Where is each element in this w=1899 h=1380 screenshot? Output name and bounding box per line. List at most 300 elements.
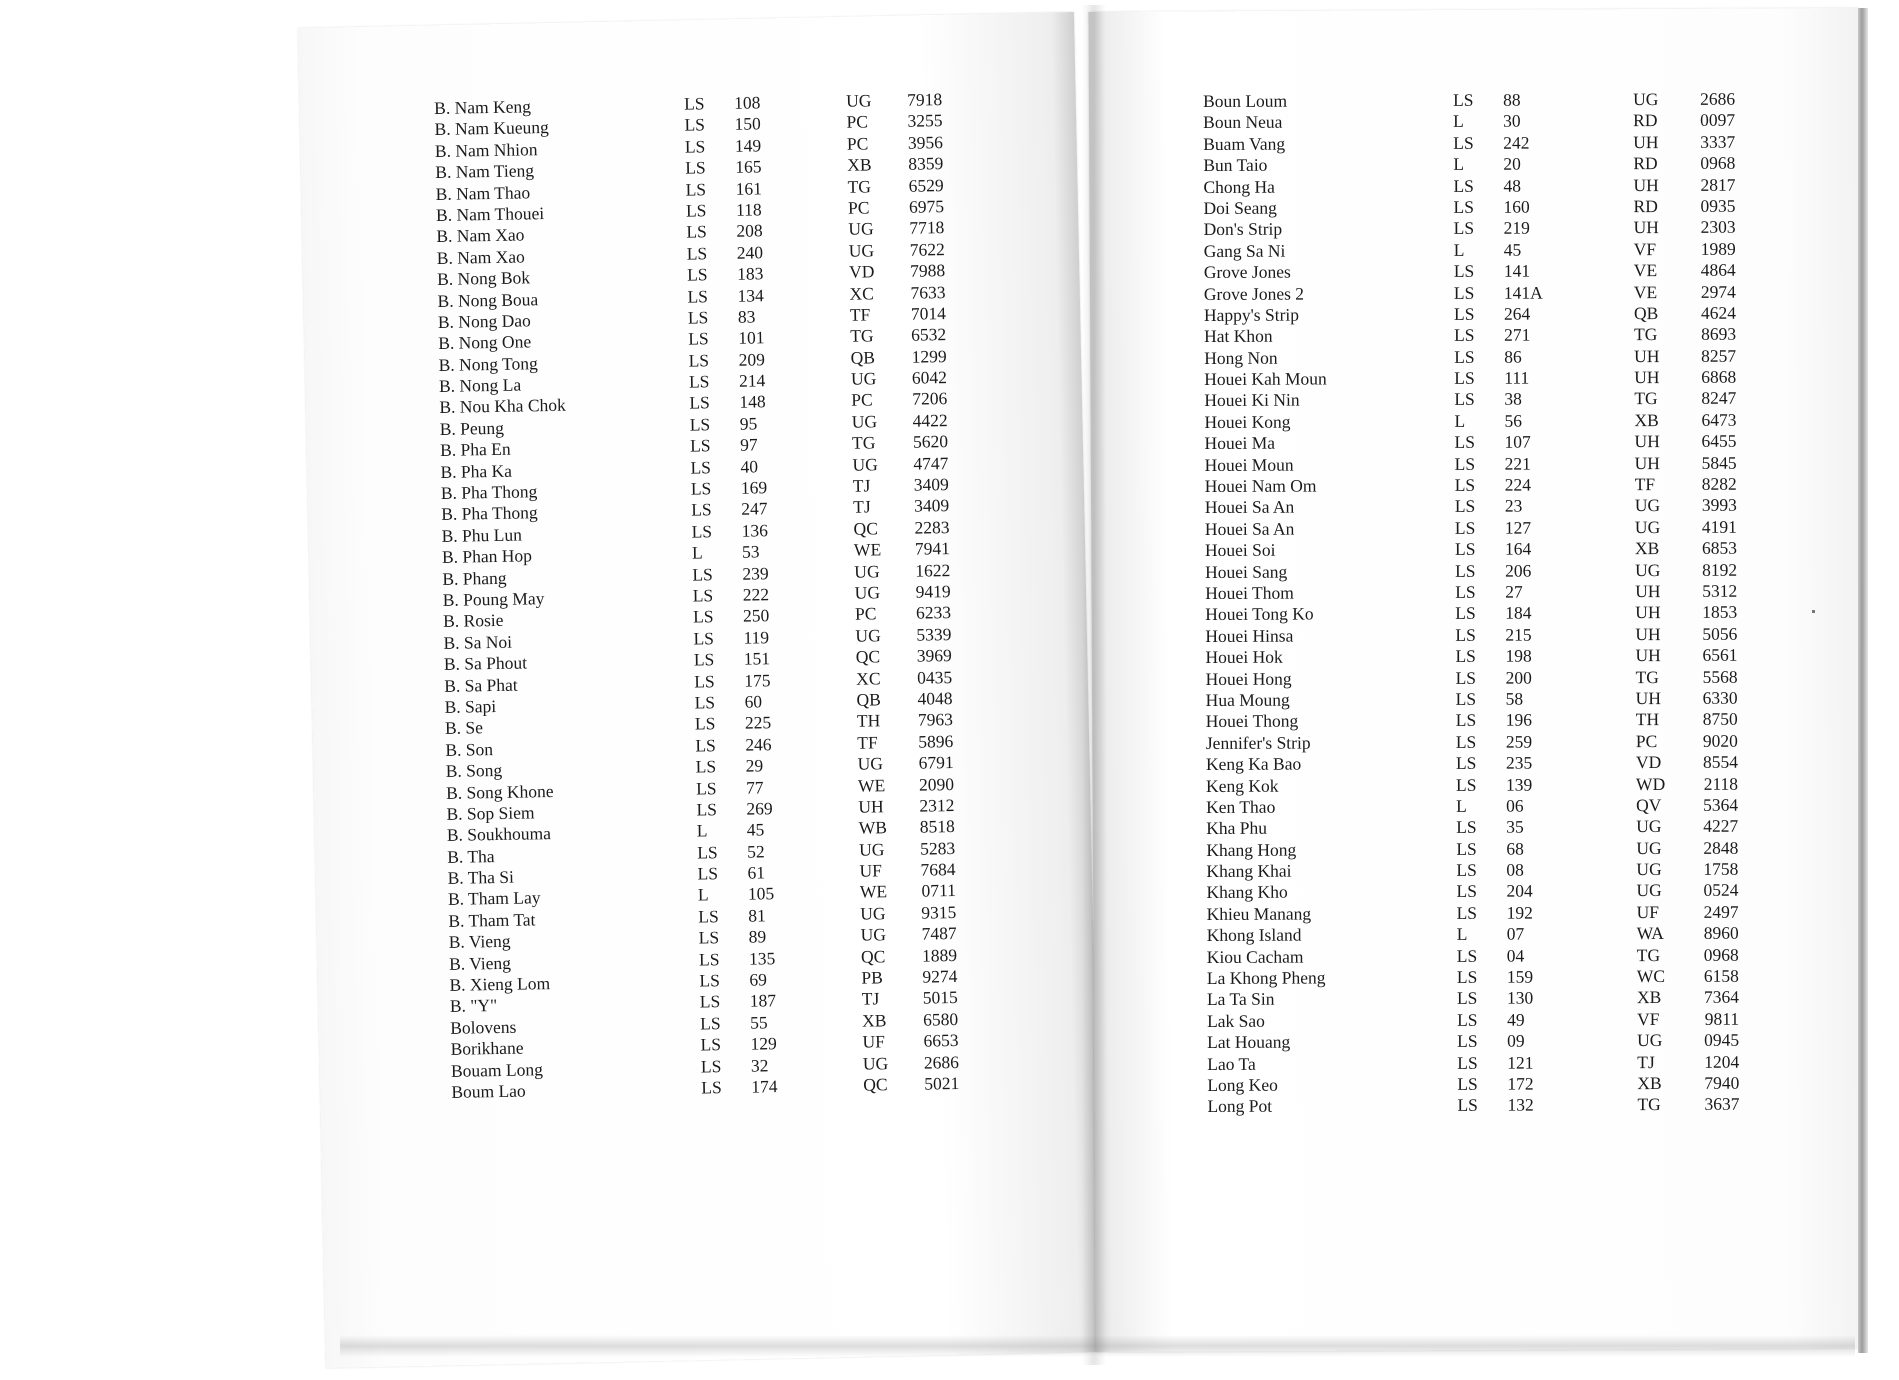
site-number: 69 [749,969,768,990]
site-number: 172 [1507,1073,1534,1094]
site-type: LS [1453,282,1475,303]
table-row [1206,709,1738,733]
grid-zone: TJ [852,475,871,496]
site-number: 224 [1504,474,1532,495]
site-number: 130 [1506,987,1534,1009]
grid-zone: VF [1633,238,1657,259]
grid-zone: QB [1633,302,1659,324]
grid-coordinate: 4624 [1700,302,1737,323]
table-row [1207,1051,1739,1075]
site-type: LS [684,114,706,136]
grid-zone: UG [862,1052,889,1074]
grid-coordinate: 6580 [922,1008,959,1030]
site-type: LS [685,200,707,221]
grid-coordinate: 7963 [917,709,954,730]
grid-coordinate: 5015 [922,987,958,1009]
site-type: LS [1457,1073,1478,1094]
site-name: B. Xieng Lom [449,973,551,995]
page-edge [1858,8,1868,1353]
grid-coordinate: 2118 [1703,773,1739,794]
site-type: LS [697,841,718,863]
grid-zone: TG [1635,666,1659,687]
site-type: LS [701,1077,722,1098]
site-number: 247 [741,498,768,520]
table-row [1205,623,1737,647]
grid-zone: QC [860,945,886,967]
grid-coordinate: 7633 [910,281,946,303]
site-name: Houei Sa An [1204,518,1295,539]
site-name: Houei Tong Ko [1205,603,1314,625]
site-name: Jennifer's Strip [1205,732,1311,753]
table-row [1206,795,1738,819]
site-number: 97 [739,434,758,455]
site-name: B. Nou Kha Chok [439,395,566,418]
site-name: Lak Sao [1207,1010,1265,1031]
grid-coordinate: 5845 [1701,452,1737,473]
grid-zone: PB [861,967,883,988]
grid-zone: UG [1634,495,1661,516]
grid-coordinate: 0945 [1704,1029,1740,1051]
grid-zone: QC [855,646,881,667]
site-type: LS [695,734,716,756]
grid-coordinate: 5568 [1702,666,1738,687]
grid-zone: PC [847,197,870,218]
site-type: LS [690,456,712,478]
site-name: B. Nam Thao [435,181,531,204]
site-type: LS [1457,1052,1478,1073]
site-type: LS [1455,731,1477,752]
site-number: 242 [1503,132,1530,153]
site-number: 119 [743,627,770,648]
grid-coordinate: 0097 [1700,110,1736,131]
site-number: 45 [1503,239,1522,260]
site-type: L [696,820,708,841]
site-number: 187 [749,990,777,1012]
site-number: 61 [747,862,766,883]
grid-coordinate: 1853 [1702,602,1738,623]
grid-zone: VE [1633,260,1658,281]
site-name: Hua Moung [1205,689,1290,710]
grid-coordinate: 6868 [1701,366,1737,387]
grid-zone: PC [846,111,869,133]
site-number: 83 [737,306,756,327]
grid-coordinate: 7940 [1704,1072,1740,1093]
site-name: Bouam Long [450,1058,544,1081]
grid-coordinate: 7718 [909,217,945,239]
site-name: Borikhane [450,1037,524,1060]
grid-zone: TG [1636,944,1661,965]
site-name: B. Rosie [442,610,504,632]
site-number: 214 [738,370,766,391]
site-name: Khong Island [1206,924,1302,946]
site-type: L [1453,239,1465,260]
site-name: B. Vieng [448,931,511,953]
grid-zone: QC [863,1074,888,1095]
site-number: 159 [1506,966,1534,987]
site-type: LS [1453,175,1474,196]
table-row [1204,303,1736,327]
site-name: B. Sapi [444,695,497,717]
site-number: 141A [1503,282,1543,303]
site-type: LS [687,307,709,328]
grid-coordinate: 6975 [908,196,945,217]
site-type: LS [1454,432,1476,453]
site-number: 53 [741,541,760,562]
site-type: LS [688,349,710,371]
table-row [1205,645,1737,669]
grid-coordinate: 3409 [913,474,949,495]
grid-zone: XB [1634,409,1659,430]
site-name: Bun Taio [1203,154,1268,176]
site-name: B. Phang [442,567,507,589]
grid-zone: WE [859,881,888,903]
grid-coordinate: 6042 [911,367,948,388]
site-name: Buam Vang [1203,133,1286,154]
grid-zone: TG [851,432,876,454]
grid-coordinate: 5620 [912,431,949,452]
site-type: LS [689,414,711,435]
site-number: 264 [1503,303,1531,324]
site-number: 149 [734,135,762,156]
grid-coordinate: 1758 [1703,858,1739,879]
site-name: B. Tham Tat [448,909,536,931]
site-number: 174 [751,1076,778,1097]
site-type: LS [1455,752,1477,774]
site-number: 221 [1504,453,1531,474]
grid-zone: XB [1636,987,1662,1008]
site-number: 239 [742,562,769,584]
site-name: Hat Khon [1204,325,1273,347]
site-number: 235 [1505,752,1533,773]
site-name: Houei Thong [1205,710,1299,732]
grid-zone: TJ [1637,1051,1655,1072]
table-row [1205,516,1737,540]
site-name: B. Song Khone [445,780,554,803]
table-row [1207,966,1739,990]
grid-zone: UG [1636,837,1662,858]
site-name: B. Vieng [448,952,512,974]
site-number: 30 [1503,111,1521,132]
site-name: Long Pot [1207,1096,1273,1117]
site-type: LS [692,585,714,606]
site-name: B. Peung [439,417,505,439]
site-name: B. Nam Nhion [434,138,538,161]
grid-coordinate: 6455 [1701,430,1737,452]
site-number: 215 [1505,624,1532,645]
grid-coordinate: 5056 [1702,623,1738,644]
site-name: B. Nong One [438,331,532,354]
site-name: B. Nam Thouei [435,203,545,225]
site-number: 27 [1505,581,1523,602]
grid-zone: UG [1636,816,1662,837]
grid-zone: UG [859,838,885,860]
site-number: 49 [1507,1009,1525,1030]
table-row [1206,816,1738,840]
site-type: L [1453,111,1464,132]
site-type: LS [690,478,712,499]
site-name: B. Sa Phout [443,652,528,675]
site-type: LS [689,392,710,414]
grid-zone: TG [1634,388,1658,409]
site-type: LS [1455,581,1476,602]
grid-coordinate: 3637 [1704,1094,1740,1115]
site-type: LS [1456,966,1478,987]
site-name: Houei Ki Nin [1204,390,1300,411]
site-name: B. Sop Siem [446,802,535,824]
site-name: Lat Houang [1207,1031,1291,1053]
grid-coordinate: 3409 [914,495,950,517]
site-type: LS [1456,902,1478,923]
site-type: LS [1454,496,1476,517]
site-number: 136 [741,520,769,541]
grid-zone: PC [846,133,869,154]
grid-coordinate: 3255 [907,110,943,132]
site-number: 139 [1505,774,1533,795]
site-type: LS [698,948,720,970]
grid-coordinate: 8693 [1701,323,1737,345]
grid-coordinate: 6233 [915,602,952,624]
grid-zone: RD [1633,195,1658,217]
site-type: LS [699,991,721,1012]
site-number: 222 [742,584,770,605]
site-name: Boun Loum [1203,90,1288,111]
grid-zone: TG [847,175,872,197]
table-row [1206,752,1738,776]
site-number: 101 [738,327,765,349]
site-name: B. Phan Hop [441,545,533,568]
grid-zone: QB [856,689,882,710]
grid-coordinate: 9419 [915,581,951,602]
site-name: B. Nam Tieng [435,160,535,183]
site-type: LS [1456,988,1478,1009]
grid-coordinate: 3956 [907,131,944,153]
grid-zone: UF [1636,901,1660,922]
site-name: Boum Lao [451,1080,526,1102]
site-type: LS [1457,1030,1478,1052]
site-name: B. Pha En [439,438,511,461]
site-type: LS [1455,688,1477,709]
site-name: B. Nam Kueung [434,117,549,140]
table-row [1204,324,1736,348]
site-type: LS [1457,1095,1478,1116]
site-number: 206 [1505,560,1532,581]
site-number: 60 [744,691,763,712]
grid-coordinate: 9811 [1704,1008,1740,1029]
site-type: LS [700,1034,722,1055]
grid-zone: WE [857,774,886,796]
table-row [1204,431,1736,455]
grid-coordinate: 3337 [1700,131,1736,152]
site-number: 35 [1506,816,1524,837]
site-number: 48 [1503,175,1521,196]
grid-coordinate: 4048 [917,687,953,709]
grid-zone: WC [1636,966,1666,987]
grid-zone: PC [854,603,877,625]
site-name: Houei Kong [1204,411,1291,432]
grid-coordinate: 7988 [909,260,946,281]
site-name: B. Nong Tong [438,352,538,375]
site-type: LS [695,756,717,777]
site-number: 32 [750,1054,769,1076]
table-row [1203,131,1735,155]
grid-coordinate: 5312 [1702,580,1738,601]
right-site-list [1203,89,1739,1118]
grid-zone: UH [1635,602,1661,623]
grid-zone: TF [857,732,878,753]
grid-coordinate: 1204 [1704,1051,1740,1072]
grid-zone: UG [855,625,881,646]
grid-coordinate: 6529 [908,174,944,196]
site-name: B. Soukhouma [446,823,552,846]
grid-zone: UG [1636,880,1662,901]
grid-coordinate: 6561 [1702,644,1738,665]
table-row [1206,730,1738,754]
site-type: LS [1454,517,1476,538]
site-number: 246 [745,733,772,755]
site-name: B. Nong Bok [436,267,531,290]
grid-zone: UH [1634,345,1660,366]
grid-zone: UG [854,560,880,582]
grid-coordinate: 1622 [915,559,951,581]
grid-zone: TG [1637,1094,1661,1115]
site-type: LS [692,563,713,585]
site-type: LS [699,970,721,991]
site-type: LS [1453,260,1475,282]
grid-coordinate: 4747 [913,452,949,474]
grid-coordinate: 9315 [921,901,957,923]
grid-coordinate: 9274 [922,966,958,987]
site-type: LS [693,627,715,649]
site-name: B. Son [445,738,494,760]
site-type: LS [1456,881,1477,902]
grid-zone: UF [862,1031,886,1052]
site-number: 132 [1507,1094,1534,1116]
site-name: Boun Neua [1203,112,1283,133]
grid-coordinate: 2848 [1703,837,1739,858]
grid-zone: UG [848,240,875,261]
grid-coordinate: 0968 [1700,152,1736,174]
site-number: 151 [743,648,771,669]
grid-zone: UG [851,411,878,432]
table-row [1205,559,1737,583]
site-type: LS [694,670,715,692]
site-number: 81 [748,905,766,926]
site-number: 108 [733,92,761,113]
table-row [1205,602,1737,626]
site-number: 09 [1507,1030,1525,1051]
site-name: Ken Thao [1206,796,1276,817]
site-name: Hong Non [1204,347,1278,368]
table-row [1206,773,1738,797]
grid-coordinate: 2817 [1700,174,1736,195]
site-type: LS [683,93,705,114]
site-type: LS [688,371,710,392]
table-row [1207,944,1739,968]
site-name: B. Pha Thong [441,502,538,525]
site-type: LS [686,242,708,264]
site-number: 198 [1505,645,1532,666]
grid-coordinate: 4422 [912,409,948,431]
site-number: 20 [1503,153,1521,174]
site-number: 135 [748,947,776,969]
grid-zone: WA [1636,923,1664,944]
site-number: 127 [1504,517,1532,538]
site-name: Grove Jones 2 [1203,283,1305,304]
grid-coordinate: 6473 [1701,409,1737,430]
grid-zone: UG [852,453,878,475]
site-name: Lao Ta [1207,1053,1256,1074]
site-number: 56 [1504,410,1522,431]
site-name: B. Se [444,717,484,739]
grid-coordinate: 6653 [923,1030,959,1051]
grid-coordinate: 7684 [920,859,956,880]
grid-zone: XB [861,1010,887,1031]
site-number: 259 [1505,731,1533,752]
grid-coordinate: 8247 [1701,388,1737,409]
grid-zone: QV [1636,794,1662,816]
scan-speck [1812,610,1815,613]
site-name: Houei Hinsa [1205,625,1294,646]
site-name: B. Song [445,760,503,782]
grid-zone: XC [849,282,874,304]
grid-zone: VD [848,261,875,282]
site-name: Khieu Manang [1206,903,1312,924]
site-type: L [691,542,703,563]
site-name: Houei Hong [1205,668,1292,689]
grid-coordinate: 9020 [1702,730,1738,751]
site-type: LS [686,221,707,242]
site-type: LS [698,927,720,948]
site-number: 196 [1505,709,1533,731]
site-number: 107 [1504,431,1531,452]
table-row [1205,452,1737,476]
site-name: B. "Y" [449,995,498,1017]
site-name: Khang Khai [1206,860,1292,882]
grid-zone: WE [853,539,882,560]
site-name: Gang Sa Ni [1203,240,1286,261]
site-name: Houei Sa An [1204,497,1295,518]
grid-coordinate: 7014 [910,303,947,324]
table-row [1207,1008,1739,1032]
site-name: Happy's Strip [1203,304,1300,325]
site-type: LS [684,136,706,157]
grid-zone: UF [859,860,883,881]
grid-zone: UG [860,924,887,945]
site-type: LS [1455,645,1476,667]
site-number: 208 [736,220,763,242]
site-name: Houei Ma [1204,432,1276,454]
site-number: 141 [1503,260,1531,281]
table-row [1207,1073,1739,1097]
site-type: L [1454,410,1466,431]
grid-zone: PC [1635,730,1658,751]
site-name: Keng Ka Bao [1205,753,1302,775]
grid-zone: RD [1633,153,1658,174]
site-type: LS [696,799,718,820]
site-name: B. Pha Thong [440,481,538,503]
site-name: B. Nong Dao [437,310,531,332]
site-name: B. Nong Boua [437,288,539,311]
site-type: LS [1454,474,1476,495]
table-row [1205,474,1737,498]
site-number: 121 [1507,1052,1534,1073]
grid-zone: UG [857,753,884,774]
table-row [1204,410,1736,434]
grid-zone: TJ [861,988,880,1010]
site-name: Keng Kok [1205,775,1279,796]
site-name: La Ta Sin [1206,989,1275,1010]
grid-zone: UG [1632,89,1659,110]
